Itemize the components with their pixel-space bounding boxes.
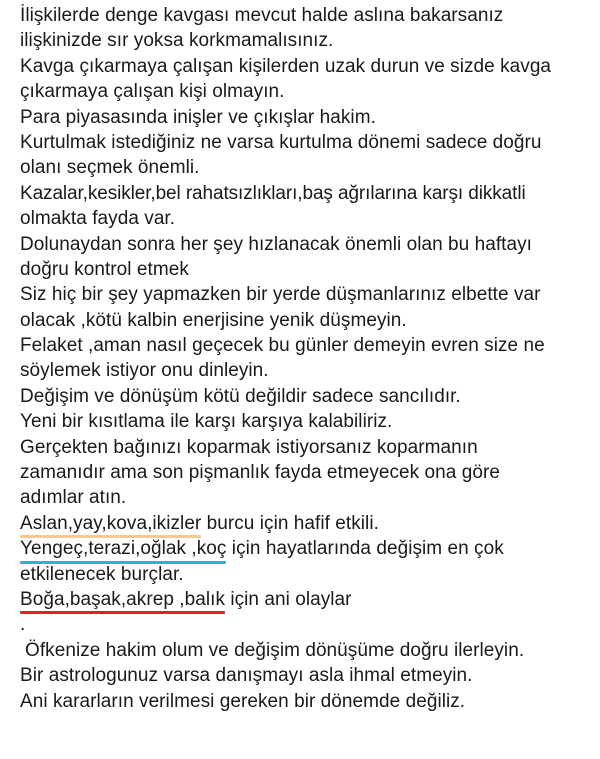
text-line-1: İlişkilerde denge kavgası mevcut halde aslına bakarsanız xyxy=(20,5,504,26)
text-line-16: Değişim ve dönüşüm kötü değildir sadece sancılıdır. xyxy=(20,385,461,407)
text-line-5: Para piyasasında inişler ve çıkışlar hakim. xyxy=(20,106,376,128)
text-line-13: olacak ,kötü kalbin enerjisine yenik düşmeyin. xyxy=(20,309,407,331)
sign-group-2-highlight: Yengeç,terazi,oğlak ,koç xyxy=(20,536,226,561)
text-line-18: Gerçekten bağınızı koparmak istiyorsanız koparmanın xyxy=(20,436,478,458)
sign-group-2-line-2: etkilenecek burçlar. xyxy=(20,563,184,585)
dot-separator: . xyxy=(20,614,26,636)
text-line-10: Dolunaydan sonra her şey hızlanacak önemli olan bu haftayı xyxy=(20,233,532,255)
closing-line-1: Öfkenize hakim olum ve değişim dönüşüme doğru ilerleyin. xyxy=(25,639,525,661)
text-line-14: Felaket ,aman nasıl geçecek bu günler demeyin evren size ne xyxy=(20,335,545,357)
text-line-15: söylemek istiyor onu dinleyin. xyxy=(20,360,269,382)
sign-group-1-highlight: Aslan,yay,kova,ikizler xyxy=(20,511,201,536)
sign-group-2-text: için hayatlarında değişim en çok xyxy=(226,538,504,560)
closing-line-2: Bir astrologunuz varsa danışmayı asla ihmal etmeyin. xyxy=(20,665,473,687)
closing-line-3: Ani kararların verilmesi gereken bir dönemde değiliz. xyxy=(20,690,466,712)
text-line-11: doğru kontrol etmek xyxy=(20,258,189,280)
text-line-8: Kazalar,kesikler,bel rahatsızlıkları,baş ağrılarına karşı dikkatli xyxy=(20,182,526,204)
text-line-4: çıkarmaya çalışan kişi olmayın. xyxy=(20,81,285,103)
sign-group-3-line xyxy=(20,587,592,612)
sign-group-2-line xyxy=(20,536,592,561)
text-line-2: ilişkinizde sır yoksa korkmamalısınız. xyxy=(20,30,334,52)
sign-group-3-text: için ani olaylar xyxy=(225,588,352,610)
text-line-3: Kavga çıkarmaya çalışan kişilerden uzak durun ve sizde kavga xyxy=(20,55,552,77)
text-line-6: Kurtulmak istediğiniz ne varsa kurtulma dönemi sadece doğru xyxy=(20,131,542,153)
text-line-9: olmakta fayda var. xyxy=(20,208,176,230)
text-line-19: zamanıdır ama son pişmanlık fayda etmeyecek ona göre xyxy=(20,462,500,484)
sign-group-1-line xyxy=(20,511,592,536)
text-line-12: Siz hiç bir şey yapmazken bir yerde düşmanlarınız elbette var xyxy=(20,284,541,306)
text-line-20: adımlar atın. xyxy=(20,487,127,509)
text-line-17: Yeni bir kısıtlama ile karşı karşıya kalabiliriz. xyxy=(20,411,393,433)
sign-group-1-text: burcu için hafif etkili. xyxy=(201,512,379,534)
sign-group-3-highlight: Boğa,başak,akrep ,balık xyxy=(20,587,225,612)
text-line-7: olanı seçmek önemli. xyxy=(20,157,200,179)
